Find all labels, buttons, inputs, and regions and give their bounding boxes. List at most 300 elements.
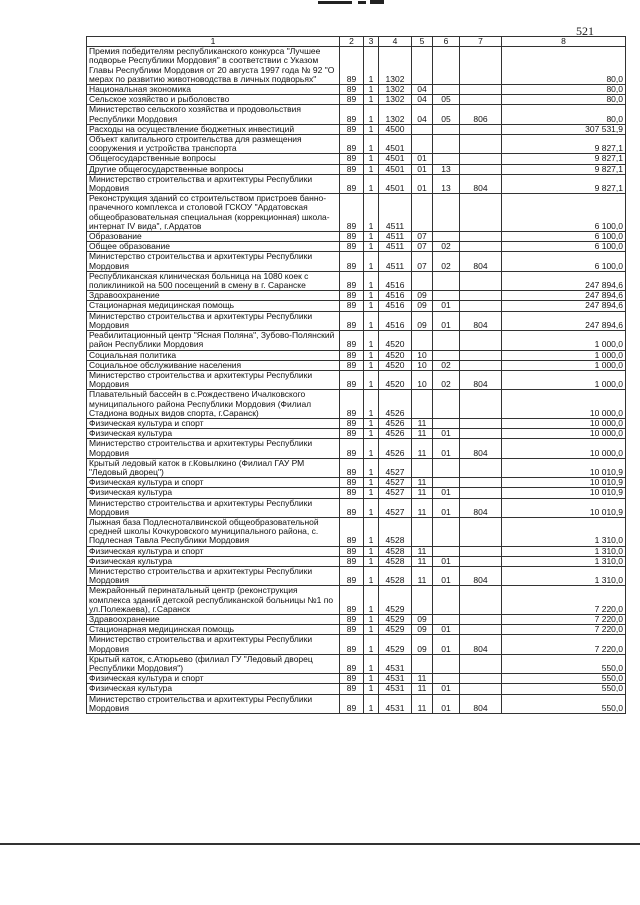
table-row <box>87 418 626 428</box>
row-amount: 6 100,0 <box>502 252 626 271</box>
row-name: Физическая культура и спорт <box>87 418 340 428</box>
row-name: Расходы на осуществление бюджетных инвестиций <box>87 124 340 134</box>
row-code-b: 1 <box>364 684 379 694</box>
row-subsection <box>433 478 460 488</box>
row-code-a: 89 <box>340 164 364 174</box>
row-code-b: 1 <box>364 242 379 252</box>
table-row <box>87 242 626 252</box>
row-section: 01 <box>412 164 433 174</box>
table-row <box>87 674 626 684</box>
row-subsection <box>433 232 460 242</box>
row-expense-type: 804 <box>460 439 502 458</box>
row-subsection: 01 <box>433 498 460 517</box>
row-section: 11 <box>412 429 433 439</box>
row-name: Министерство строительства и архитектуры Республики Мордовия <box>87 252 340 271</box>
row-expense-type: 804 <box>460 174 502 193</box>
row-code-a: 89 <box>340 439 364 458</box>
row-section: 11 <box>412 566 433 585</box>
row-code-a: 89 <box>340 47 364 85</box>
table-row <box>87 478 626 488</box>
row-code-b: 1 <box>364 635 379 654</box>
row-code-a: 89 <box>340 85 364 95</box>
row-code-b: 1 <box>364 271 379 290</box>
row-target-code: 4501 <box>379 154 412 164</box>
row-code-a: 89 <box>340 105 364 124</box>
row-subsection: 01 <box>433 625 460 635</box>
row-code-a: 89 <box>340 124 364 134</box>
row-target-code: 4526 <box>379 418 412 428</box>
row-amount: 10 010,9 <box>502 488 626 498</box>
row-amount: 550,0 <box>502 654 626 673</box>
row-code-b: 1 <box>364 370 379 389</box>
row-target-code: 4526 <box>379 439 412 458</box>
row-name: Премия победителям республиканского конкурса "Лучшее подворье Республики Мордовия" в соответствии с Указом Главы Республики Мордовия от 20 августа 1997 года № 92 "О мерах по развитию животноводства в личных подворьях" <box>87 47 340 85</box>
table-row <box>87 586 626 615</box>
row-amount: 1 000,0 <box>502 350 626 360</box>
row-code-a: 89 <box>340 271 364 290</box>
row-subsection <box>433 674 460 684</box>
row-code-b: 1 <box>364 556 379 566</box>
row-name: Министерство сельского хозяйства и продовольствия Республики Мордовия <box>87 105 340 124</box>
row-name: Другие общегосударственные вопросы <box>87 164 340 174</box>
row-target-code: 4531 <box>379 654 412 673</box>
row-target-code: 4516 <box>379 311 412 330</box>
row-target-code: 4501 <box>379 164 412 174</box>
row-name: Физическая культура <box>87 556 340 566</box>
row-subsection: 13 <box>433 164 460 174</box>
row-expense-type <box>460 458 502 477</box>
row-amount: 9 827,1 <box>502 164 626 174</box>
row-target-code: 4511 <box>379 242 412 252</box>
row-expense-type: 804 <box>460 694 502 713</box>
row-amount: 550,0 <box>502 674 626 684</box>
page-number: 521 <box>576 24 594 38</box>
row-subsection <box>433 194 460 232</box>
row-name: Физическая культура и спорт <box>87 674 340 684</box>
row-name: Общегосударственные вопросы <box>87 154 340 164</box>
row-name: Реабилитационный центр "Ясная Поляна", Зубово-Полянский район Республики Мордовия <box>87 331 340 350</box>
row-target-code: 4527 <box>379 488 412 498</box>
row-target-code: 1302 <box>379 95 412 105</box>
row-expense-type <box>460 135 502 154</box>
table-row <box>87 439 626 458</box>
row-target-code: 4528 <box>379 517 412 546</box>
row-code-a: 89 <box>340 566 364 585</box>
row-amount: 1 310,0 <box>502 517 626 546</box>
row-subsection: 01 <box>433 439 460 458</box>
row-target-code: 4527 <box>379 478 412 488</box>
row-expense-type <box>460 488 502 498</box>
row-target-code: 4529 <box>379 586 412 615</box>
row-target-code: 4520 <box>379 350 412 360</box>
row-code-b: 1 <box>364 164 379 174</box>
row-target-code: 1302 <box>379 85 412 95</box>
row-amount: 10 010,9 <box>502 458 626 477</box>
row-name: Министерство строительства и архитектуры Республики Мордовия <box>87 439 340 458</box>
row-target-code: 4531 <box>379 674 412 684</box>
row-amount: 550,0 <box>502 694 626 713</box>
row-expense-type <box>460 654 502 673</box>
row-expense-type <box>460 271 502 290</box>
row-name: Стационарная медицинская помощь <box>87 301 340 311</box>
row-code-b: 1 <box>364 232 379 242</box>
row-expense-type <box>460 360 502 370</box>
row-subsection: 02 <box>433 252 460 271</box>
table-row <box>87 517 626 546</box>
header-col-7: 7 <box>460 37 502 47</box>
row-amount: 80,0 <box>502 105 626 124</box>
row-subsection: 01 <box>433 684 460 694</box>
row-name: Реконструкция зданий со строительством пристроев банно-прачечного комплекса и столовой ГСКОУ "Ардатовская общеобразовательная специальная (коррекционная) школа-интернат IV вида", г.Ардатов <box>87 194 340 232</box>
row-section: 04 <box>412 105 433 124</box>
row-section: 09 <box>412 635 433 654</box>
table-row <box>87 458 626 477</box>
row-name: Социальная политика <box>87 350 340 360</box>
table-row <box>87 174 626 193</box>
row-section <box>412 135 433 154</box>
row-expense-type <box>460 331 502 350</box>
table-row <box>87 301 626 311</box>
row-code-a: 89 <box>340 360 364 370</box>
row-target-code: 4528 <box>379 566 412 585</box>
row-target-code: 1302 <box>379 47 412 85</box>
row-subsection <box>433 350 460 360</box>
row-amount: 10 000,0 <box>502 439 626 458</box>
row-code-b: 1 <box>364 654 379 673</box>
row-code-a: 89 <box>340 350 364 360</box>
row-amount: 1 310,0 <box>502 556 626 566</box>
table-header-row <box>87 37 626 47</box>
row-section <box>412 586 433 615</box>
table-row <box>87 546 626 556</box>
row-section <box>412 390 433 419</box>
row-name: Министерство строительства и архитектуры Республики Мордовия <box>87 566 340 585</box>
row-code-b: 1 <box>364 546 379 556</box>
row-expense-type <box>460 674 502 684</box>
row-expense-type <box>460 291 502 301</box>
row-code-b: 1 <box>364 331 379 350</box>
row-section: 07 <box>412 242 433 252</box>
row-target-code: 4528 <box>379 546 412 556</box>
row-subsection <box>433 546 460 556</box>
table-row <box>87 556 626 566</box>
row-code-b: 1 <box>364 458 379 477</box>
row-code-b: 1 <box>364 566 379 585</box>
row-name: Физическая культура <box>87 684 340 694</box>
row-amount: 247 894,6 <box>502 301 626 311</box>
row-code-b: 1 <box>364 360 379 370</box>
row-code-a: 89 <box>340 311 364 330</box>
row-code-a: 89 <box>340 232 364 242</box>
row-expense-type <box>460 517 502 546</box>
row-section: 11 <box>412 488 433 498</box>
row-code-b: 1 <box>364 478 379 488</box>
row-amount: 247 894,6 <box>502 271 626 290</box>
row-code-a: 89 <box>340 654 364 673</box>
row-amount: 7 220,0 <box>502 625 626 635</box>
row-subsection <box>433 614 460 624</box>
row-subsection: 01 <box>433 429 460 439</box>
row-expense-type <box>460 546 502 556</box>
header-col-4: 4 <box>379 37 412 47</box>
row-section: 11 <box>412 498 433 517</box>
row-code-b: 1 <box>364 488 379 498</box>
row-subsection: 01 <box>433 635 460 654</box>
row-name: Республиканская клиническая больница на 1080 коек с поликлиникой на 500 посещений в смену в г. Саранске <box>87 271 340 290</box>
row-subsection <box>433 390 460 419</box>
table-row <box>87 194 626 232</box>
row-section: 11 <box>412 684 433 694</box>
row-subsection: 02 <box>433 360 460 370</box>
row-name: Межрайонный перинатальный центр (реконструкция комплекса зданий детской республиканской больницы №1 по ул.Полежаева), г.Саранск <box>87 586 340 615</box>
table-row <box>87 47 626 85</box>
row-code-a: 89 <box>340 517 364 546</box>
row-expense-type <box>460 164 502 174</box>
table-row <box>87 331 626 350</box>
table-row <box>87 694 626 713</box>
row-section <box>412 517 433 546</box>
row-code-a: 89 <box>340 586 364 615</box>
row-code-b: 1 <box>364 390 379 419</box>
row-target-code: 4527 <box>379 458 412 477</box>
row-name: Сельское хозяйство и рыболовство <box>87 95 340 105</box>
row-subsection: 05 <box>433 105 460 124</box>
row-target-code: 1302 <box>379 105 412 124</box>
row-subsection <box>433 654 460 673</box>
row-amount: 1 000,0 <box>502 360 626 370</box>
row-code-b: 1 <box>364 429 379 439</box>
row-code-b: 1 <box>364 517 379 546</box>
row-amount: 1 000,0 <box>502 331 626 350</box>
row-amount: 80,0 <box>502 95 626 105</box>
table-row <box>87 614 626 624</box>
row-section: 01 <box>412 174 433 193</box>
row-expense-type <box>460 586 502 615</box>
table-row <box>87 429 626 439</box>
row-code-b: 1 <box>364 418 379 428</box>
row-code-a: 89 <box>340 684 364 694</box>
table-row <box>87 488 626 498</box>
table-row <box>87 124 626 134</box>
row-code-a: 89 <box>340 429 364 439</box>
row-section <box>412 124 433 134</box>
row-code-b: 1 <box>364 47 379 85</box>
row-target-code: 4501 <box>379 174 412 193</box>
row-code-a: 89 <box>340 488 364 498</box>
row-section: 11 <box>412 556 433 566</box>
table-row <box>87 105 626 124</box>
row-code-b: 1 <box>364 311 379 330</box>
header-col-3: 3 <box>364 37 379 47</box>
row-amount: 10 000,0 <box>502 418 626 428</box>
row-amount: 10 000,0 <box>502 390 626 419</box>
row-subsection <box>433 85 460 95</box>
row-amount: 9 827,1 <box>502 135 626 154</box>
row-expense-type <box>460 85 502 95</box>
row-expense-type: 806 <box>460 105 502 124</box>
row-expense-type: 804 <box>460 635 502 654</box>
row-section: 04 <box>412 95 433 105</box>
row-name: Объект капитального строительства для размещения сооружения и устройства транспорта <box>87 135 340 154</box>
row-amount: 1 000,0 <box>502 370 626 389</box>
row-expense-type <box>460 301 502 311</box>
row-code-a: 89 <box>340 546 364 556</box>
row-expense-type <box>460 232 502 242</box>
row-section: 09 <box>412 614 433 624</box>
row-name: Национальная экономика <box>87 85 340 95</box>
row-amount: 307 531,9 <box>502 124 626 134</box>
row-target-code: 4516 <box>379 271 412 290</box>
table-row <box>87 635 626 654</box>
row-name: Крытый ледовый каток в г.Ковылкино (Филиал ГАУ РМ "Ледовый дворец") <box>87 458 340 477</box>
row-name: Министерство строительства и архитектуры Республики Мордовия <box>87 370 340 389</box>
row-subsection <box>433 517 460 546</box>
row-expense-type: 804 <box>460 370 502 389</box>
row-code-b: 1 <box>364 291 379 301</box>
row-section: 11 <box>412 418 433 428</box>
row-expense-type <box>460 47 502 85</box>
row-target-code: 4529 <box>379 614 412 624</box>
row-target-code: 4520 <box>379 331 412 350</box>
row-code-b: 1 <box>364 135 379 154</box>
row-target-code: 4501 <box>379 135 412 154</box>
row-target-code: 4516 <box>379 301 412 311</box>
row-name: Социальное обслуживание населения <box>87 360 340 370</box>
row-code-b: 1 <box>364 614 379 624</box>
row-section <box>412 654 433 673</box>
row-expense-type <box>460 124 502 134</box>
row-target-code: 4531 <box>379 684 412 694</box>
row-subsection: 01 <box>433 311 460 330</box>
row-subsection: 01 <box>433 566 460 585</box>
row-name: Физическая культура и спорт <box>87 546 340 556</box>
row-subsection: 01 <box>433 488 460 498</box>
bottom-rule <box>0 843 640 845</box>
row-expense-type <box>460 614 502 624</box>
row-target-code: 4500 <box>379 124 412 134</box>
table-row <box>87 350 626 360</box>
row-code-a: 89 <box>340 478 364 488</box>
row-section: 07 <box>412 232 433 242</box>
row-code-a: 89 <box>340 135 364 154</box>
row-code-a: 89 <box>340 194 364 232</box>
row-target-code: 4511 <box>379 252 412 271</box>
row-subsection: 02 <box>433 370 460 389</box>
row-expense-type <box>460 390 502 419</box>
row-amount: 80,0 <box>502 85 626 95</box>
row-expense-type <box>460 350 502 360</box>
header-col-1: 1 <box>87 37 340 47</box>
row-expense-type <box>460 556 502 566</box>
row-amount: 7 220,0 <box>502 586 626 615</box>
row-name: Стационарная медицинская помощь <box>87 625 340 635</box>
row-section: 04 <box>412 85 433 95</box>
row-subsection: 05 <box>433 95 460 105</box>
row-code-b: 1 <box>364 439 379 458</box>
row-code-b: 1 <box>364 154 379 164</box>
row-expense-type <box>460 625 502 635</box>
row-code-a: 89 <box>340 331 364 350</box>
row-code-a: 89 <box>340 390 364 419</box>
row-amount: 80,0 <box>502 47 626 85</box>
row-expense-type <box>460 95 502 105</box>
row-code-b: 1 <box>364 174 379 193</box>
row-section: 09 <box>412 625 433 635</box>
row-target-code: 4520 <box>379 370 412 389</box>
row-name: Крытый каток, с.Атюрьево (филиал ГУ "Ледовый дворец Республики Мордовия") <box>87 654 340 673</box>
row-expense-type <box>460 429 502 439</box>
table-row <box>87 85 626 95</box>
row-target-code: 4527 <box>379 498 412 517</box>
row-section <box>412 458 433 477</box>
row-name: Министерство строительства и архитектуры Республики Мордовия <box>87 635 340 654</box>
row-expense-type <box>460 242 502 252</box>
row-code-b: 1 <box>364 674 379 684</box>
row-name: Физическая культура <box>87 429 340 439</box>
table-row <box>87 154 626 164</box>
row-subsection <box>433 271 460 290</box>
budget-table <box>86 36 626 714</box>
row-code-b: 1 <box>364 586 379 615</box>
row-name: Министерство строительства и архитектуры Республики Мордовия <box>87 694 340 713</box>
row-target-code: 4526 <box>379 390 412 419</box>
row-code-b: 1 <box>364 301 379 311</box>
row-amount: 6 100,0 <box>502 232 626 242</box>
row-target-code: 4531 <box>379 694 412 713</box>
row-expense-type <box>460 418 502 428</box>
row-code-a: 89 <box>340 154 364 164</box>
row-amount: 10 010,9 <box>502 478 626 488</box>
row-code-a: 89 <box>340 370 364 389</box>
row-code-b: 1 <box>364 194 379 232</box>
row-code-b: 1 <box>364 124 379 134</box>
row-code-a: 89 <box>340 174 364 193</box>
row-section: 10 <box>412 360 433 370</box>
row-subsection: 02 <box>433 242 460 252</box>
row-expense-type <box>460 684 502 694</box>
row-expense-type: 804 <box>460 311 502 330</box>
row-name: Министерство строительства и архитектуры Республики Мордовия <box>87 311 340 330</box>
row-code-a: 89 <box>340 614 364 624</box>
row-code-b: 1 <box>364 350 379 360</box>
row-code-b: 1 <box>364 85 379 95</box>
row-section: 09 <box>412 311 433 330</box>
row-section <box>412 194 433 232</box>
row-name: Министерство строительства и архитектуры Республики Мордовия <box>87 498 340 517</box>
table-row <box>87 164 626 174</box>
row-code-a: 89 <box>340 694 364 713</box>
table-row <box>87 360 626 370</box>
row-amount: 247 894,6 <box>502 311 626 330</box>
row-section: 07 <box>412 252 433 271</box>
row-amount: 10 000,0 <box>502 429 626 439</box>
table-row <box>87 291 626 301</box>
row-amount: 1 310,0 <box>502 566 626 585</box>
row-subsection <box>433 458 460 477</box>
row-amount: 6 100,0 <box>502 194 626 232</box>
table-row <box>87 390 626 419</box>
row-subsection <box>433 418 460 428</box>
row-subsection <box>433 124 460 134</box>
row-subsection: 13 <box>433 174 460 193</box>
row-expense-type: 804 <box>460 498 502 517</box>
row-target-code: 4529 <box>379 625 412 635</box>
row-code-a: 89 <box>340 301 364 311</box>
row-code-a: 89 <box>340 498 364 517</box>
row-code-b: 1 <box>364 252 379 271</box>
row-code-a: 89 <box>340 635 364 654</box>
row-name: Здравоохранение <box>87 614 340 624</box>
